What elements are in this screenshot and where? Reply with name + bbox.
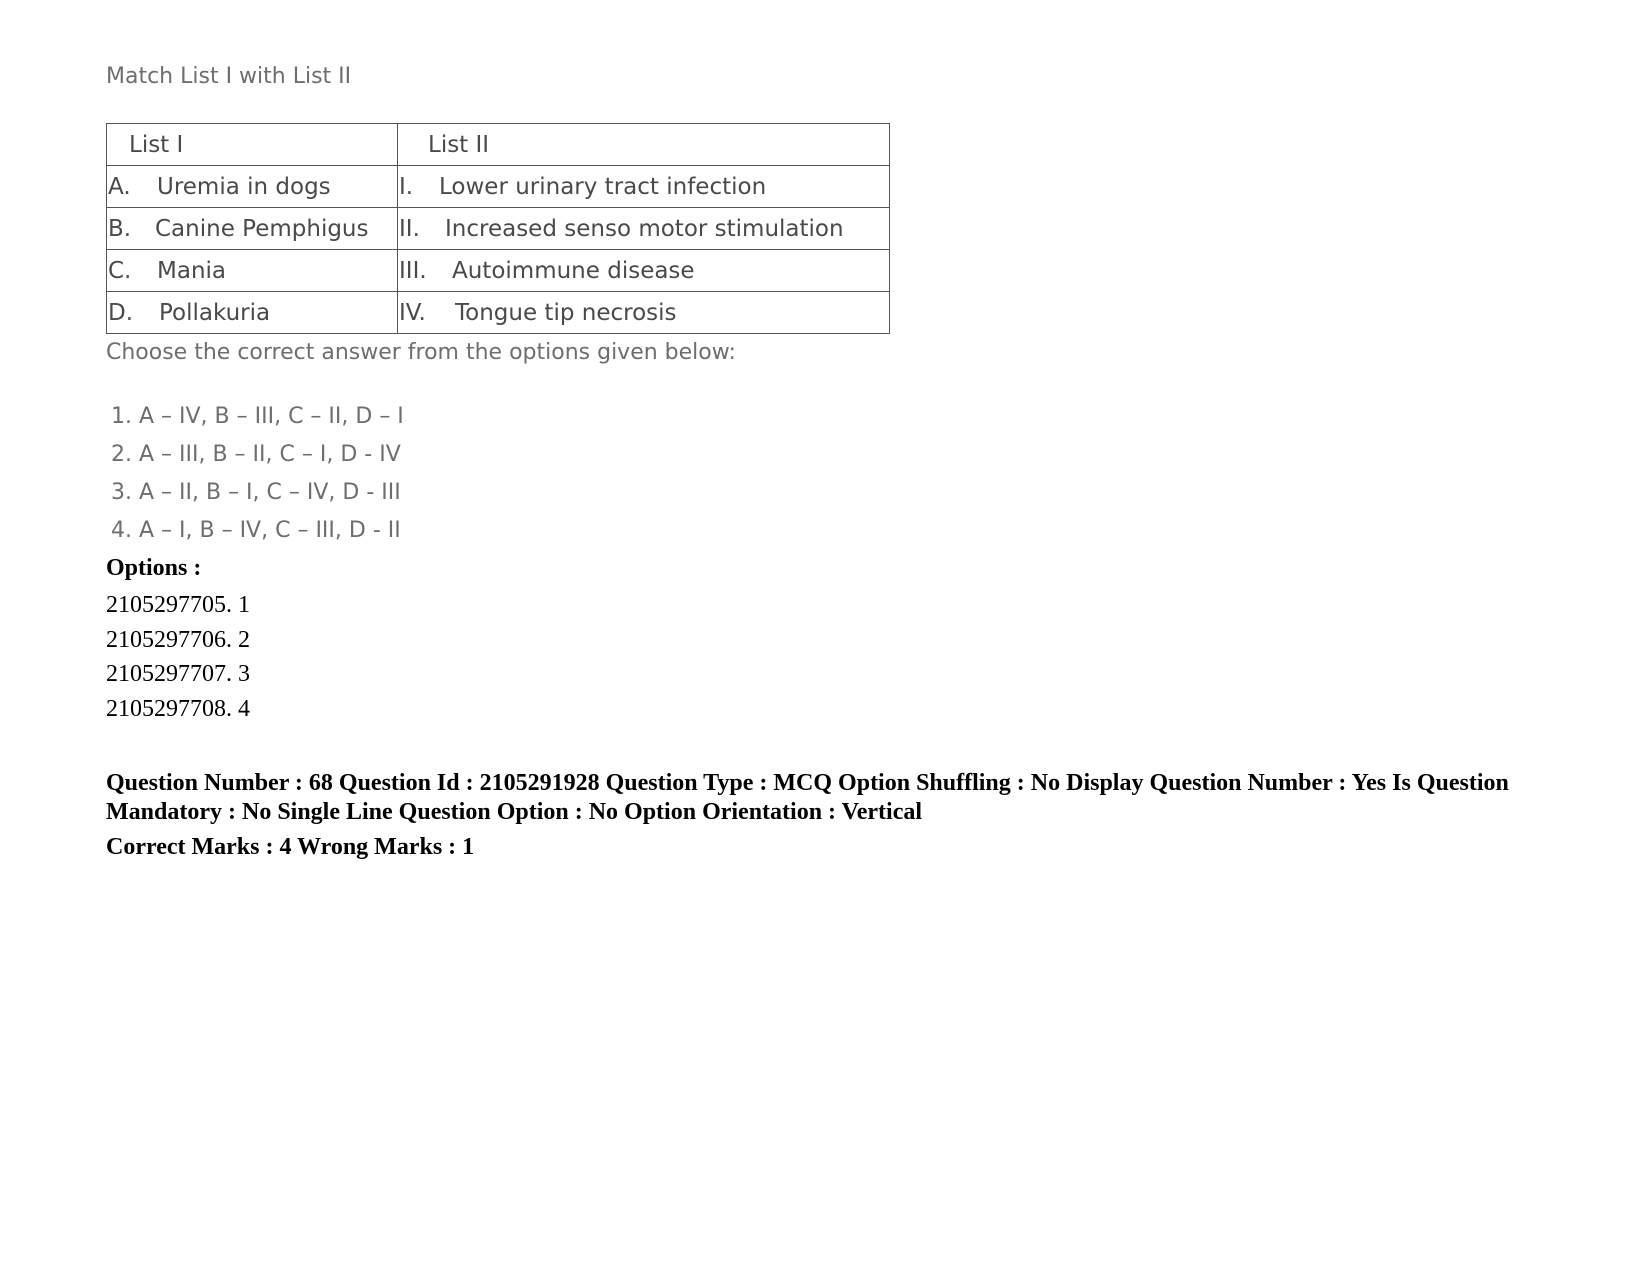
options-list xyxy=(106,590,250,728)
table-row xyxy=(107,250,890,292)
list-item: 3. A – II, B – I, C – IV, D - III xyxy=(111,480,401,505)
list-2-cell: III. Autoimmune disease xyxy=(398,250,890,292)
table-header-row xyxy=(107,124,890,166)
option-item: 2105297708. 4 xyxy=(106,695,250,722)
list-1-cell: A. Uremia in dogs xyxy=(107,166,398,208)
question-meta: Question Number : 68 Question Id : 2105291928 Question Type : MCQ Option Shuffling : No Display Question Number : Yes Is Question Mandatory : No Single Line Question Option : No Option Orientation : Vertical xyxy=(106,770,1509,825)
header-list-1: List I xyxy=(107,124,398,166)
option-item: 2105297706. 2 xyxy=(106,626,250,653)
list-1-cell: B. Canine Pemphigus xyxy=(107,208,398,250)
marks-info: Correct Marks : 4 Wrong Marks : 1 xyxy=(106,834,475,860)
choose-instruction: Choose the correct answer from the options given below: xyxy=(106,340,736,365)
header-list-2: List II xyxy=(398,124,890,166)
list-2-cell: IV. Tongue tip necrosis xyxy=(398,292,890,334)
question-intro: Match List I with List II xyxy=(106,64,352,89)
table-row xyxy=(107,292,890,334)
list-2-cell: I. Lower urinary tract infection xyxy=(398,166,890,208)
list-2-cell: II. Increased senso motor stimulation xyxy=(398,208,890,250)
options-heading: Options : xyxy=(106,555,202,581)
option-item: 2105297707. 3 xyxy=(106,661,250,687)
table-row xyxy=(107,166,890,208)
answer-combinations xyxy=(111,402,404,554)
list-item: 2. A – III, B – II, C – I, D - IV xyxy=(111,442,401,467)
list-1-cell: C. Mania xyxy=(107,250,398,292)
list-item: 4. A – I, B – IV, C – III, D - II xyxy=(111,518,401,543)
option-item: 2105297705. 1 xyxy=(106,592,250,618)
list-1-cell: D. Pollakuria xyxy=(107,292,398,334)
table-row xyxy=(107,208,890,250)
match-table xyxy=(106,123,890,334)
list-item: 1. A – IV, B – III, C – II, D – I xyxy=(111,404,404,429)
